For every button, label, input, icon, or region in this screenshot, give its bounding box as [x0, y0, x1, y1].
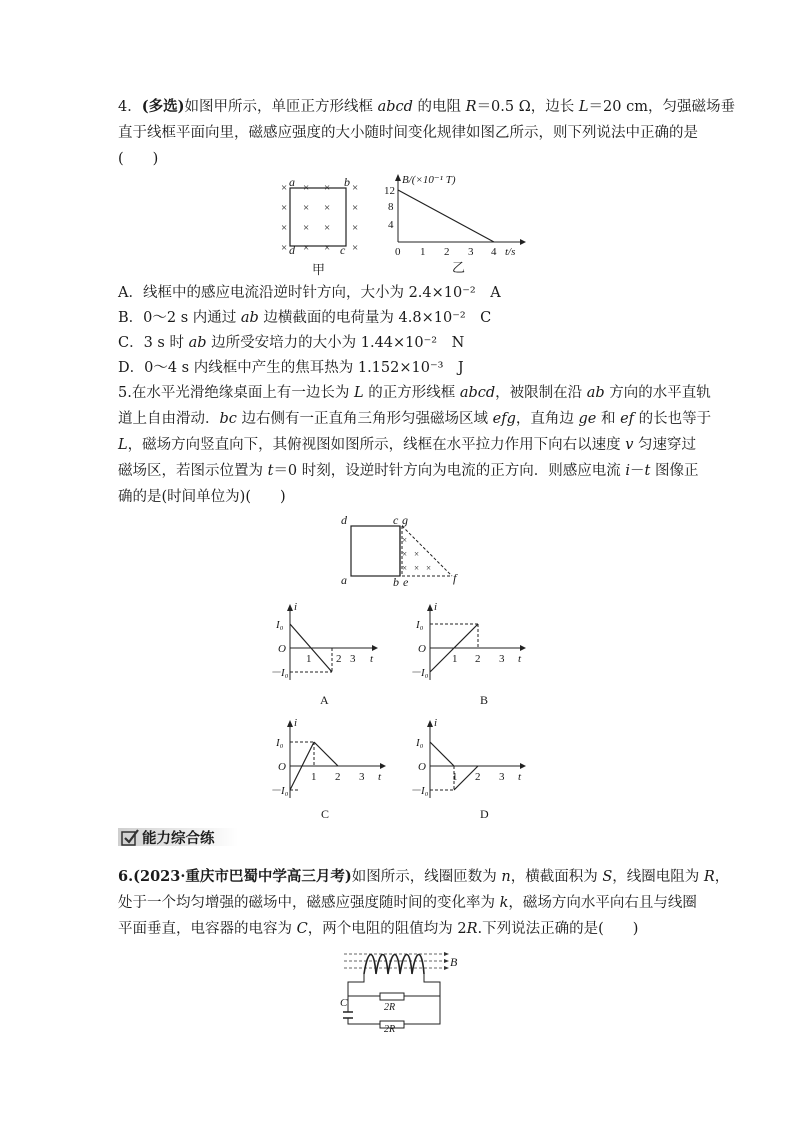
q6-line1 [118, 867, 729, 887]
var-ge: ge [578, 411, 597, 427]
cross: × [324, 242, 331, 254]
cross: × [352, 202, 359, 214]
tick-1: 1 [311, 771, 317, 783]
var-v: v [625, 437, 634, 453]
q4-text: 的电阻 [412, 99, 466, 115]
q5-text: ，磁场方向竖直向下，其俯视图如图所示，线框在水平拉力作用下向右以速度 [127, 437, 626, 453]
q6-text: 如图所示，线圈匝数为 [351, 869, 502, 885]
tick-1: 1 [452, 771, 458, 783]
label-g: g [402, 513, 408, 527]
q6-line3 [118, 919, 638, 939]
q5-line3 [118, 435, 696, 455]
graph-axes [427, 604, 526, 680]
label-c: c [340, 243, 346, 257]
q5-text: 图像正 [650, 463, 699, 479]
var-R: R [703, 869, 715, 885]
label-C: C [340, 997, 348, 1009]
ytick-8: 8 [388, 201, 394, 213]
cross: × [352, 222, 359, 234]
xtick-4: 4 [491, 246, 497, 258]
ytick-4: 4 [388, 219, 394, 231]
graph-c [262, 712, 392, 822]
label-2R: 2R [384, 1002, 396, 1013]
q4-text: 如图甲所示，单匝正方形线框 [184, 99, 378, 115]
q6-text: ， [714, 869, 730, 885]
graph-d [402, 712, 532, 822]
y-axis-arrow [395, 174, 401, 181]
q5-text: 5.在水平光滑绝缘桌面上有一边长为 [118, 385, 354, 401]
svg-text:×: × [402, 535, 408, 545]
section-header [118, 826, 248, 850]
label-O: O [418, 643, 426, 655]
q5-text: 道上自由滑动． [118, 411, 220, 427]
var-n: n [501, 869, 511, 885]
field-lines [344, 954, 444, 968]
q5-text: ＝0 时刻，设逆时针方向为电流的正方向．则感应电流 [273, 463, 626, 479]
q4-tag: (多选) [141, 98, 185, 115]
wire-frame [290, 188, 346, 246]
caption-jia: 甲 [312, 262, 326, 277]
q4-figure-yi [378, 172, 528, 278]
label-I0: I₀ [416, 737, 424, 749]
cross: × [303, 242, 310, 254]
cross: × [303, 222, 310, 234]
tick-2: 2 [335, 771, 341, 783]
label-minus-I0: －I₀ [270, 785, 289, 797]
var-S: S [602, 869, 613, 885]
axis-t: t [518, 653, 522, 665]
label-minus-I0: －I₀ [270, 667, 289, 679]
graph-axes [427, 720, 526, 798]
label-b: b [393, 575, 399, 588]
var-efg: efg [492, 411, 516, 427]
q5-text: 和 [596, 411, 621, 427]
svg-text:×: × [414, 563, 420, 573]
cross: × [324, 202, 331, 214]
q6-text: ，磁场方向水平向右且与线圈 [508, 895, 697, 911]
q4-text: ＝0.5 Ω，边长 [476, 99, 579, 115]
var-C: C [296, 921, 308, 937]
var-k: k [499, 895, 509, 911]
graph-label-b: B [480, 693, 489, 707]
q5-line4 [118, 461, 698, 481]
q4-option-b [118, 308, 491, 328]
label-minus-I0: －I₀ [410, 785, 429, 797]
option-text: B．0～2 s 内通过 [118, 310, 241, 326]
axis-i: i [434, 717, 438, 729]
q6-text: 平面垂直，电容器的电容为 [118, 921, 297, 937]
y-label: B/(×10⁻¹ T) [402, 174, 456, 186]
q6-circuit [340, 944, 470, 1034]
x-axis-arrow [520, 239, 526, 245]
cross: × [281, 222, 288, 234]
svg-text:×: × [402, 549, 408, 559]
resistor-1 [380, 993, 404, 1000]
graph-label-c: C [321, 807, 330, 821]
label-I0: I₀ [416, 619, 424, 631]
label-d: d [289, 243, 295, 257]
q5-text: 方向的水平直轨 [604, 385, 711, 401]
svg-text:×: × [426, 563, 432, 573]
xtick-3: 3 [468, 246, 474, 258]
cross: × [324, 222, 331, 234]
q5-figure [336, 512, 466, 588]
q4-answer-blank: ( ) [118, 151, 159, 167]
q4-line2: 直于线框平面向里，磁感应强度的大小随时间变化规律如图乙所示，则下列说法中正确的是 [118, 125, 698, 141]
q5-line5: 确的是(时间单位为)( ) [118, 489, 286, 505]
label-I0: I₀ [276, 737, 284, 749]
graph-d-line [430, 742, 454, 766]
var-L: L [353, 385, 364, 401]
q4-var-L: L [578, 99, 589, 115]
graph-a [262, 600, 382, 710]
tick-2: 2 [475, 771, 481, 783]
var-L: L [118, 437, 128, 453]
option-text: 边所受安培力的大小为 1.44×10⁻² N [206, 335, 465, 351]
graph-label-a: A [320, 693, 329, 707]
xtick-2: 2 [444, 246, 450, 258]
q5-text: － [630, 463, 645, 479]
wire [348, 974, 364, 1012]
graph-axes [287, 720, 386, 798]
label-b: b [344, 175, 350, 189]
q5-line2 [118, 409, 711, 429]
cross: × [281, 242, 288, 254]
tick-2: 2 [336, 653, 342, 665]
xtick-1: 1 [420, 246, 426, 258]
axis-t: t [518, 771, 522, 783]
q4-option-c [118, 333, 464, 353]
cross: × [352, 242, 359, 254]
label-d: d [341, 513, 347, 527]
var-ef: ef [620, 411, 635, 427]
cross: × [281, 202, 288, 214]
B-line [398, 190, 494, 242]
q4-number: 4． [118, 99, 142, 115]
cross: × [352, 182, 359, 194]
label-O: O [278, 643, 286, 655]
q6-text: ，两个电阻的阻值均为 2 [307, 921, 467, 937]
q4-option-a: A．线框中的感应电流沿逆时针方向，大小为 2.4×10⁻² A [118, 285, 501, 301]
q5-text: 匀速穿过 [633, 437, 697, 453]
q4-line1 [118, 97, 735, 117]
q4-option-d: D．0～4 s 内线框中产生的焦耳热为 1.152×10⁻³ J [118, 360, 464, 376]
label-B: B [450, 955, 458, 969]
tick-1: 1 [452, 653, 458, 665]
tick-3: 3 [350, 653, 356, 665]
label-c: c [393, 513, 399, 527]
axis-i: i [294, 717, 298, 729]
q4-figure-jia [272, 174, 364, 278]
q5-text: 磁场区，若图示位置为 [118, 463, 268, 479]
label-e: e [403, 575, 409, 588]
section-title: 能力综合练 [142, 831, 215, 847]
var-R: R [466, 921, 478, 937]
tick-2: 2 [475, 653, 481, 665]
label-I0: I₀ [276, 619, 284, 631]
option-text: C．3 s 时 [118, 335, 189, 351]
label-O: O [278, 761, 286, 773]
var-abcd: abcd [459, 385, 496, 401]
coil [364, 955, 424, 975]
q6-text: .下列说法正确的是( ) [477, 921, 639, 937]
var-ab: ab [188, 335, 207, 351]
var-ab: ab [240, 310, 259, 326]
svg-text:×: × [402, 563, 408, 573]
x-label: t/s [505, 246, 516, 258]
graph-c-line [314, 742, 338, 766]
q6-line2 [118, 893, 697, 913]
q5-text: 边右侧有一正直角三角形匀强磁场区域 [236, 411, 493, 427]
label-2R: 2R [384, 1024, 396, 1034]
cross: × [324, 182, 331, 194]
graph-b [402, 600, 532, 710]
axis-i: i [294, 601, 298, 613]
var-t: t [644, 463, 651, 479]
var-i: i [625, 463, 631, 479]
axis-t: t [378, 771, 382, 783]
label-f: f [453, 571, 457, 585]
tick-3: 3 [499, 771, 505, 783]
label-a: a [289, 175, 295, 189]
tick-1: 1 [306, 653, 312, 665]
xtick-0: 0 [395, 246, 401, 258]
cross: × [303, 182, 310, 194]
checkmark-icon [120, 827, 140, 847]
ytick-12: 12 [384, 185, 395, 197]
axis-i: i [434, 601, 438, 613]
q5-text: 的长也等于 [634, 411, 712, 427]
var-t: t [267, 463, 274, 479]
q5-line1 [118, 383, 711, 403]
q5-text: ，直角边 [515, 411, 579, 427]
q4-var-R: R [465, 99, 477, 115]
tick-3: 3 [359, 771, 365, 783]
var-bc: bc [219, 411, 237, 427]
svg-text:×: × [414, 549, 420, 559]
var-ab: ab [586, 385, 605, 401]
q4-var-abcd: abcd [377, 99, 413, 115]
q5-text: ，被限制在沿 [495, 385, 587, 401]
label-a: a [341, 573, 347, 587]
cross: × [281, 182, 288, 194]
q4-text: ＝20 cm，匀强磁场垂 [588, 99, 735, 115]
q6-source: 6.(2023·重庆市巴蜀中学高三月考) [118, 868, 352, 885]
field-arrows [444, 952, 449, 970]
caption-yi: 乙 [452, 260, 466, 275]
axis-t: t [370, 653, 374, 665]
option-text: 边横截面的电荷量为 4.8×10⁻² C [258, 310, 492, 326]
q6-text: 处于一个均匀增强的磁场中，磁感应强度随时间的变化率为 [118, 895, 500, 911]
label-minus-I0: －I₀ [410, 667, 429, 679]
q6-text: ，线圈电阻为 [612, 869, 704, 885]
q5-text: 的正方形线框 [363, 385, 460, 401]
label-O: O [418, 761, 426, 773]
tick-3: 3 [499, 653, 505, 665]
q6-text: ，横截面积为 [510, 869, 603, 885]
cross: × [303, 202, 310, 214]
square-frame [351, 526, 400, 576]
graph-label-d: D [480, 807, 489, 821]
